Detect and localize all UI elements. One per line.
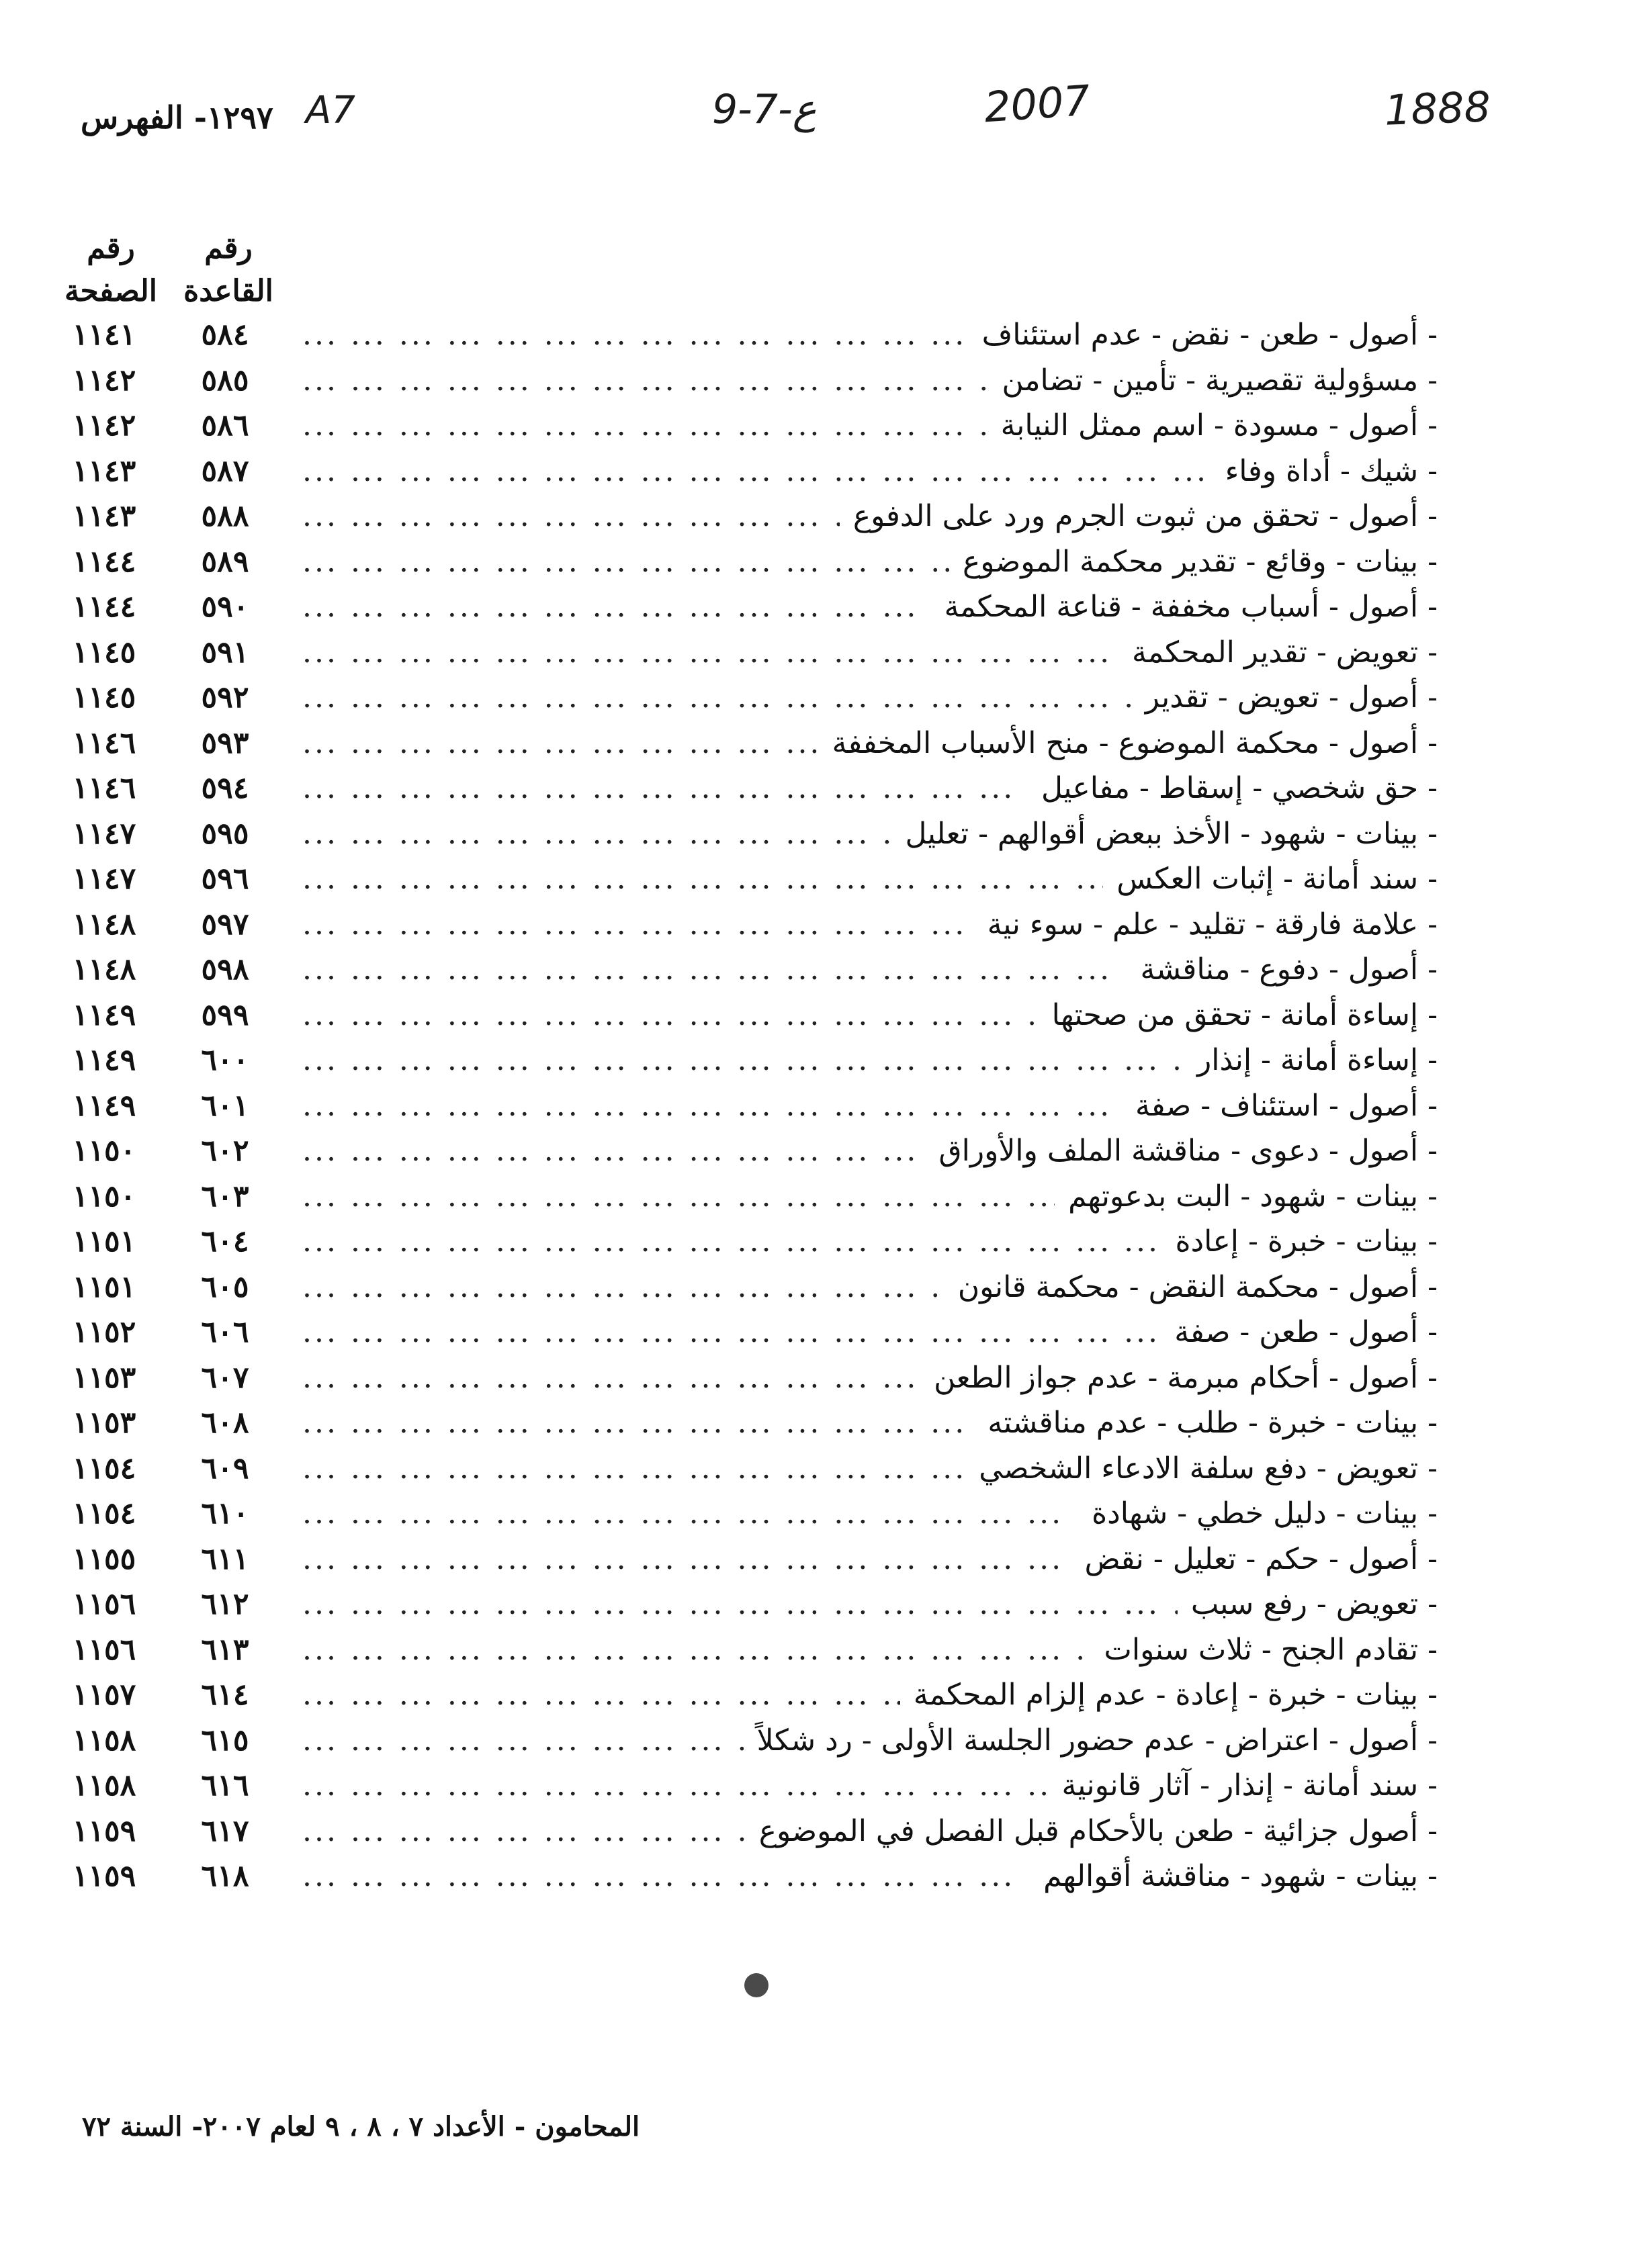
entry-rule-number: ٦١٣ (201, 1632, 249, 1667)
entry-page-number: ١١٥٦ (72, 1632, 136, 1667)
entry-subject: - بينات - خبرة - إعادة - عدم إلزام المحكمة (913, 1678, 1438, 1713)
entry-rule-number: ٥٩٥ (201, 816, 249, 851)
entry-page-number: ١١٤٤ (72, 590, 136, 625)
entry-rule-number: ٥٨٤ (201, 318, 249, 353)
entry-page-number: ١١٥٤ (72, 1451, 136, 1486)
entry-page-number: ١١٤٩ (72, 1088, 136, 1123)
entry-rule-number: ٥٩٧ (201, 907, 249, 942)
entry-rule-number: ٥٩٩ (201, 997, 249, 1032)
entry-rule-number: ٦٠١ (201, 1088, 249, 1123)
entry-page-number: ١١٥١ (72, 1224, 136, 1259)
index-entry (54, 1174, 1438, 1220)
entry-subject: - أصول جزائية - طعن بالأحكام قبل الفصل في الموضوع (758, 1813, 1438, 1848)
index-entry (54, 358, 1438, 404)
handwritten-issue-note: 9-7-ع (712, 86, 817, 133)
dot-leader (302, 1089, 1122, 1123)
page-dot (744, 1973, 768, 1997)
index-entry (54, 403, 1438, 449)
dot-leader (302, 680, 1132, 715)
entry-rule-number: ٦٠٣ (201, 1179, 249, 1214)
entry-page-number: ١١٥٣ (72, 1360, 136, 1395)
entry-subject: - سند أمانة - إثبات العكس (1116, 862, 1438, 897)
dot-leader (302, 1723, 744, 1758)
index-entry (54, 1582, 1438, 1627)
entry-page-number: ١١٤٧ (72, 816, 136, 851)
dot-leader (302, 1043, 1184, 1077)
entry-subject: - بينات - وقائع - تقدير محكمة الموضوع (962, 544, 1438, 579)
entry-subject: - سند أمانة - إنذار - آثار قانونية (1061, 1768, 1438, 1803)
dot-leader (302, 1678, 900, 1712)
dot-leader (302, 952, 1127, 987)
entry-subject: - أصول - أحكام مبرمة - عدم جواز الطعن (934, 1360, 1438, 1395)
entry-page-number: ١١٥٠ (72, 1179, 136, 1214)
entry-page-number: ١١٤٦ (72, 771, 136, 806)
dot-leader (302, 1270, 945, 1304)
dot-leader (302, 817, 891, 851)
entry-subject: - أصول - محكمة الموضوع - منح الأسباب المخففة (832, 725, 1438, 760)
index-entry (54, 1718, 1438, 1764)
index-entry (54, 1219, 1438, 1265)
index-entry (54, 312, 1438, 358)
index-entry (54, 494, 1438, 539)
entry-subject: - مسؤولية تقصيرية - تأمين - تضامن (1002, 363, 1438, 398)
entry-page-number: ١١٤٣ (72, 453, 136, 488)
entry-page-number: ١١٤١ (72, 318, 136, 353)
dot-leader (302, 907, 974, 942)
index-entry (54, 856, 1438, 902)
entry-subject: - تقادم الجنح - ثلاث سنوات (1104, 1632, 1438, 1667)
entry-subject: - أصول - طعن - نقض - عدم استئناف (981, 318, 1438, 353)
entry-subject: - أصول - دفوع - مناقشة (1140, 952, 1438, 987)
handwritten-mark: A7 (306, 89, 355, 132)
entry-page-number: ١١٥٨ (72, 1723, 136, 1758)
entry-rule-number: ٦٠٤ (201, 1224, 249, 1259)
entry-page-number: ١١٥٤ (72, 1496, 136, 1531)
entry-page-number: ١١٤٦ (72, 725, 136, 760)
index-entry (54, 584, 1438, 630)
entry-subject: - أصول - استئناف - صفة (1135, 1088, 1438, 1123)
entry-rule-number: ٥٨٦ (201, 408, 249, 443)
entry-page-number: ١١٥٧ (72, 1678, 136, 1713)
entry-rule-number: ٦١٦ (201, 1768, 249, 1803)
entry-page-number: ١١٤٧ (72, 862, 136, 897)
dot-leader (302, 1134, 925, 1168)
entry-page-number: ١١٥٢ (72, 1315, 136, 1350)
index-entry (54, 993, 1438, 1038)
dot-leader (302, 545, 949, 579)
index-entry (54, 902, 1438, 948)
entry-page-number: ١١٥٣ (72, 1406, 136, 1441)
dot-leader (302, 1451, 965, 1486)
index-entry (54, 1491, 1438, 1537)
entry-rule-number: ٥٩٣ (201, 725, 249, 760)
entry-page-number: ١١٥٦ (72, 1587, 136, 1622)
index-entry (54, 766, 1438, 811)
entry-rule-number: ٦٠٨ (201, 1406, 249, 1441)
page-footer: المحامون - الأعداد ٧ ، ٨ ، ٩ لعام ٢٠٠٧- السنة ٧٢ (82, 2111, 640, 2142)
entry-rule-number: ٥٨٨ (201, 499, 249, 534)
index-entry (54, 630, 1438, 676)
entry-page-number: ١١٤٢ (72, 408, 136, 443)
dot-leader (302, 454, 1212, 488)
entry-subject: - شيك - أداة وفاء (1225, 453, 1438, 488)
index-entry (54, 1854, 1438, 1899)
entry-rule-number: ٦٠٢ (201, 1134, 249, 1169)
dot-leader (302, 1768, 1049, 1803)
dot-leader (302, 1179, 1055, 1214)
entry-rule-number: ٦١٧ (201, 1813, 249, 1848)
entry-rule-number: ٥٩٤ (201, 771, 249, 806)
dot-leader (302, 1361, 920, 1395)
column-header-rule-number: رقم القاعدة (183, 231, 273, 308)
index-entry (54, 1128, 1438, 1174)
dot-leader (302, 1633, 1090, 1667)
index-entry (54, 947, 1438, 993)
entry-page-number: ١١٤٨ (72, 952, 136, 987)
dot-leader (302, 1587, 1178, 1621)
entry-page-number: ١١٥٨ (72, 1768, 136, 1803)
entry-subject: - أصول - أسباب مخففة - قناعة المحكمة (944, 590, 1438, 625)
dot-leader (302, 363, 988, 398)
dot-leader (302, 1315, 1161, 1349)
entry-subject: - بينات - دليل خطي - شهادة (1092, 1496, 1438, 1531)
entry-page-number: ١١٤٥ (72, 680, 136, 715)
dot-leader (302, 635, 1118, 670)
entry-rule-number: ٦٠٩ (201, 1451, 249, 1486)
dot-leader (302, 1406, 974, 1440)
index-list (54, 312, 1438, 1899)
entry-subject: - أصول - تحقق من ثبوت الجرم ورد على الدفوع (852, 499, 1438, 534)
entry-rule-number: ٥٨٧ (201, 453, 249, 488)
dot-leader (302, 408, 987, 443)
entry-rule-number: ٥٩٨ (201, 952, 249, 987)
entry-page-number: ١١٥٩ (72, 1813, 136, 1848)
dot-leader (302, 318, 969, 352)
dot-leader (302, 1224, 1162, 1259)
index-entry (54, 1038, 1438, 1083)
entry-rule-number: ٥٩٢ (201, 680, 249, 715)
entry-subject: - أصول - تعويض - تقدير (1145, 680, 1438, 715)
entry-subject: - أصول - اعتراض - عدم حضور الجلسة الأولى - رد شكلاً (756, 1723, 1438, 1758)
entry-subject: - علامة فارقة - تقليد - علم - سوء نية (987, 907, 1438, 942)
entry-subject: - أصول - دعوى - مناقشة الملف والأوراق (938, 1134, 1438, 1169)
entry-subject: - تعويض - رفع سبب (1190, 1587, 1438, 1622)
dot-leader (302, 499, 840, 533)
entry-rule-number: ٥٨٩ (201, 544, 249, 579)
index-entry (54, 1083, 1438, 1129)
entry-page-number: ١١٤٨ (72, 907, 136, 942)
entry-subject: - حق شخصي - إسقاط - مفاعيل (1041, 771, 1438, 806)
index-entry (54, 1400, 1438, 1446)
entry-subject: - إساءة أمانة - تحقق من صحتها (1051, 997, 1438, 1032)
entry-rule-number: ٦١٢ (201, 1587, 249, 1622)
entry-rule-number: ٥٩٦ (201, 862, 249, 897)
entry-subject: - أصول - مسودة - اسم ممثل النيابة (1000, 408, 1438, 443)
entry-page-number: ١١٤٩ (72, 1043, 136, 1078)
index-entry (54, 721, 1438, 766)
entry-page-number: ١١٥٥ (72, 1541, 136, 1576)
index-entry (54, 1446, 1438, 1492)
handwritten-year: 2007 (982, 75, 1092, 132)
entry-rule-number: ٦٠٧ (201, 1360, 249, 1395)
entry-rule-number: ٥٨٥ (201, 363, 249, 398)
entry-rule-number: ٦١٨ (201, 1859, 249, 1894)
index-entry (54, 1809, 1438, 1854)
index-entry (54, 811, 1438, 857)
dot-leader (302, 862, 1103, 896)
entry-subject: - أصول - محكمة النقض - محكمة قانون (957, 1269, 1438, 1304)
entry-rule-number: ٥٩٠ (201, 590, 249, 625)
dot-leader (302, 1496, 1078, 1531)
dot-leader (302, 1814, 746, 1848)
entry-rule-number: ٦١٥ (201, 1723, 249, 1758)
entry-subject: - بينات - شهود - الأخذ ببعض أقوالهم - تعليل (905, 816, 1438, 851)
dot-leader (302, 726, 819, 760)
index-entry (54, 449, 1438, 494)
entry-subject: - بينات - شهود - مناقشة أقوالهم (1043, 1859, 1438, 1894)
entry-subject: - بينات - خبرة - طلب - عدم مناقشته (987, 1406, 1438, 1441)
dot-leader (302, 1859, 1030, 1893)
entry-rule-number: ٥٩١ (201, 635, 249, 670)
index-entry (54, 1537, 1438, 1582)
index-entry (54, 1627, 1438, 1673)
dot-leader (302, 590, 931, 624)
entry-rule-number: ٦٠٠ (201, 1043, 249, 1078)
entry-subject: - بينات - خبرة - إعادة (1175, 1224, 1438, 1259)
index-entry (54, 539, 1438, 585)
index-entry (54, 1310, 1438, 1355)
entry-page-number: ١١٤٥ (72, 635, 136, 670)
handwritten-archive-number: 1888 (1383, 82, 1492, 135)
column-header-page-number: رقم الصفحة (64, 231, 158, 308)
entry-page-number: ١١٥٩ (72, 1859, 136, 1894)
entry-page-number: ١١٤٩ (72, 997, 136, 1032)
entry-rule-number: ٦١٠ (201, 1496, 249, 1531)
running-head: ١٢٩٧- الفهرس (81, 99, 273, 136)
entry-rule-number: ٦٠٦ (201, 1315, 249, 1350)
dot-leader (302, 771, 1028, 805)
entry-subject: - تعويض - تقدير المحكمة (1132, 635, 1438, 670)
index-entry (54, 1672, 1438, 1718)
entry-page-number: ١١٤٢ (72, 363, 136, 398)
index-entry (54, 1355, 1438, 1401)
entry-rule-number: ٦١١ (201, 1541, 249, 1576)
index-entry (54, 675, 1438, 721)
entry-subject: - تعويض - دفع سلفة الادعاء الشخصي (979, 1451, 1438, 1486)
entry-page-number: ١١٥١ (72, 1269, 136, 1304)
index-entry (54, 1265, 1438, 1310)
entry-page-number: ١١٥٠ (72, 1134, 136, 1169)
entry-page-number: ١١٤٤ (72, 544, 136, 579)
dot-leader (302, 1542, 1071, 1576)
entry-subject: - إساءة أمانة - إنذار (1197, 1043, 1438, 1078)
entry-page-number: ١١٤٣ (72, 499, 136, 534)
entry-subject: - أصول - حكم - تعليل - نقض (1084, 1541, 1438, 1576)
entry-subject: - أصول - طعن - صفة (1174, 1315, 1438, 1350)
entry-rule-number: ٦٠٥ (201, 1269, 249, 1304)
dot-leader (302, 998, 1039, 1032)
index-entry (54, 1763, 1438, 1809)
entry-rule-number: ٦١٤ (201, 1678, 249, 1713)
entry-subject: - بينات - شهود - البت بدعوتهم (1068, 1179, 1438, 1214)
